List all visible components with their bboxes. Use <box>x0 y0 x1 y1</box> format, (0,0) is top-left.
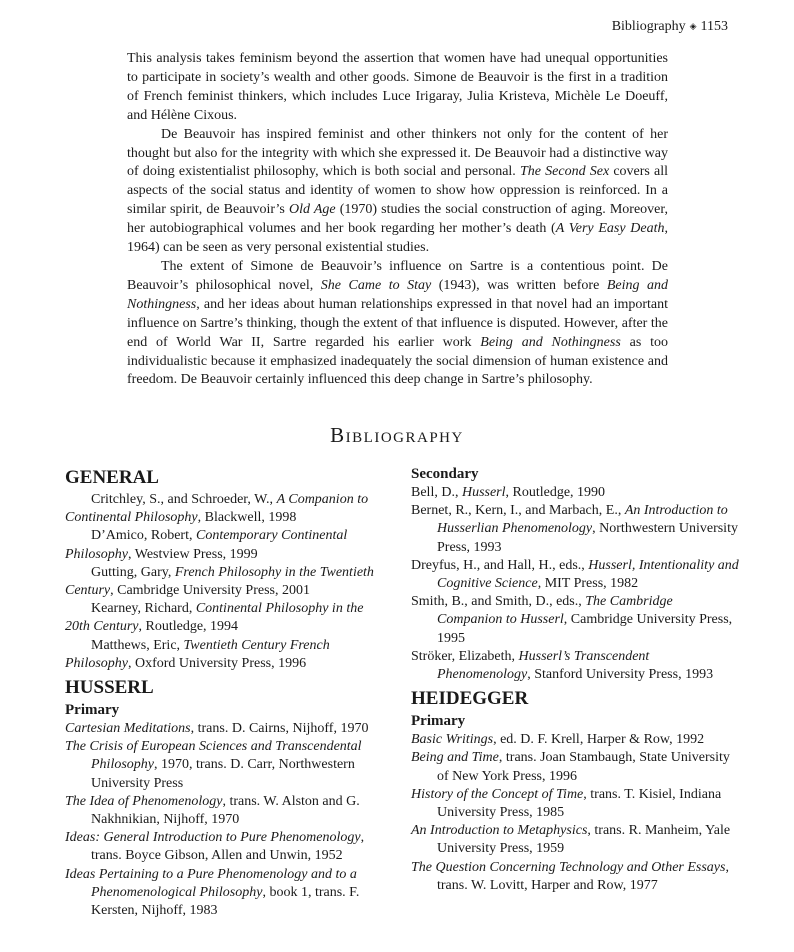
intro-paragraph <box>127 258 668 390</box>
text-run: as too individualistic because it emphasized inadequately the social dimension of human existence and freedom. De Beauvoir certainly influenced this deep change in Sartre’s philosophy. <box>127 334 668 388</box>
bibliography-entry <box>65 866 387 921</box>
italic-title: The Question Concerning Technology and Other Essays <box>411 859 726 875</box>
italic-title: History of the Concept of Time <box>411 786 584 802</box>
text-run: The extent of Simone de Beauvoir’s influence on Sartre is a contentious point. De Beauvoir’s philosophical novel, <box>127 258 668 293</box>
italic-title: Contemporary Continental Philosophy <box>65 528 348 562</box>
bibliography-heading: Bibliography <box>330 423 464 447</box>
bibliography-entry <box>411 593 741 648</box>
italic-title: Twentieth Century French Philosophy <box>65 637 330 671</box>
bibliography-entry <box>411 859 741 895</box>
italic-title: Ideas Pertaining to a Pure Phenomenology and to a Phenomenological Philosophy <box>65 866 357 900</box>
bibliography-entry <box>65 491 387 527</box>
intro-text <box>127 50 668 390</box>
intro-paragraph <box>127 126 668 258</box>
text-run: , Cambridge University Press, 1995 <box>437 612 733 646</box>
bibliography-entry <box>411 484 741 502</box>
italic-title: French Philosophy in the Twentieth Century <box>65 564 374 599</box>
italic-title: Basic Writings <box>411 732 494 748</box>
bibliography-entry <box>65 829 387 865</box>
text-run: covers all aspects of the social status and identity of women to show how oppression is reinforced. In a similar spirit, de Beauvoir’s <box>127 164 669 218</box>
italic-title: Cartesian Meditations <box>65 721 191 737</box>
bibliography-entry <box>411 749 741 785</box>
italic-title: Husserl’s Transcendent Phenomenology <box>437 648 650 683</box>
page-number: 1153 <box>700 19 728 34</box>
subsection-heading: Secondary <box>411 466 479 482</box>
italic-title: The Second Sex <box>519 164 610 180</box>
bibliography-entry <box>65 527 387 563</box>
text-run: , Routledge, 1994 <box>138 619 239 635</box>
text-run: , trans. Joan Stambaugh, State University of New York Press, 1996 <box>437 750 730 784</box>
italic-title: The Cambridge Companion to Husserl <box>437 594 673 628</box>
text-run: , Northwestern University Press, 1993 <box>437 521 738 555</box>
bibliography-entry <box>411 648 741 684</box>
text-run: Ströker, Elizabeth, <box>411 648 519 664</box>
text-run: Bell, D., <box>411 485 462 500</box>
text-run: (1943), was written before <box>431 277 607 293</box>
bibliography-entry <box>65 564 387 600</box>
bibliography-right-column <box>411 463 741 895</box>
italic-title: Husserl <box>461 485 506 500</box>
italic-title: An Introduction to Husserlian Phenomenology <box>437 503 728 537</box>
text-run: , MIT Press, 1982 <box>537 576 639 592</box>
text-run: , book 1, trans. F. Kersten, Nijhoff, 1983 <box>91 884 360 919</box>
italic-title: She Came to Stay <box>320 277 432 293</box>
bibliography-entry <box>411 786 741 822</box>
italic-title: A Very Easy Death <box>555 221 665 237</box>
text-run: , trans. W. Alston and G. Nakhnikian, Nijhoff, 1970 <box>91 793 360 828</box>
intro-paragraph <box>127 50 668 126</box>
text-run: , 1970, trans. D. Carr, Northwestern University Press <box>91 757 355 791</box>
subsection-heading: Primary <box>411 713 466 730</box>
italic-title: The Idea of Phenomenology <box>65 793 223 809</box>
text-run: , Stanford University Press, 1993 <box>527 667 714 683</box>
text-run: , 1964) can be seen as very personal existential studies. <box>127 221 668 256</box>
text-run: , Westview Press, 1999 <box>128 546 258 562</box>
bibliography-entry <box>65 637 387 673</box>
bibliography-entry <box>411 502 741 557</box>
bibliography-entry <box>65 738 387 793</box>
bibliography-entry <box>411 822 741 858</box>
bibliography-entry <box>65 720 387 738</box>
text-run: Critchley, S., and Schroeder, W., <box>91 492 277 507</box>
text-run: Smith, B., and Smith, D., eds., <box>411 594 586 610</box>
text-run: , trans. D. Cairns, Nijhoff, 1970 <box>190 721 369 737</box>
text-run: , trans. R. Manheim, Yale University Press, 1959 <box>437 823 731 857</box>
text-run: , trans. T. Kisiel, Indiana University Press, 1985 <box>437 786 722 821</box>
italic-title: Being and Nothingness <box>480 334 621 350</box>
subsection-heading: Primary <box>65 702 120 719</box>
text-run: Matthews, Eric, <box>91 637 184 653</box>
text-run: (1970) studies the social construction of aging. Moreover, her autobiographical volumes and her book regarding her mother’s death ( <box>127 202 668 237</box>
header-section-title: Bibliography <box>611 19 686 34</box>
italic-title: Being and Time <box>411 750 499 766</box>
text-run: , ed. D. F. Krell, Harper & Row, 1992 <box>493 732 705 748</box>
text-run: , Oxford University Press, 1996 <box>128 655 307 671</box>
bibliography-entry <box>411 557 741 593</box>
text-run: Gutting, Gary, <box>91 564 175 580</box>
text-run: , Routledge, 1990 <box>505 485 606 500</box>
text-run: Dreyfus, H., and Hall, H., eds., <box>411 557 589 573</box>
section-heading: HUSSERL <box>65 677 154 699</box>
italic-title: Old Age <box>288 202 336 218</box>
italic-title: Husserl, Intentionality and Cognitive Science <box>437 557 739 592</box>
text-run: Kearney, Richard, <box>91 601 196 617</box>
text-run: Bernet, R., Kern, I., and Marbach, E., <box>411 503 625 519</box>
text-run: This analysis takes feminism beyond the assertion that women have had unequal opportunities to participate in society’s wealth and other goods. Simone de Beauvoir is the first in a tradition of French feminist thinkers, which includes Luce Irigaray, Julia Kristeva, Michèle Le Doeuff, and Hélène Cixous. <box>127 51 668 123</box>
section-heading: HEIDEGGER <box>411 688 529 710</box>
bibliography-entry <box>65 600 387 636</box>
bibliography-entry <box>65 793 387 829</box>
text-run: , and her ideas about human relationships expressed in that novel had an important influence on Sartre’s thinking, though the extent of that influence is disputed. However, after the end of World War II, Sartre regarded his earlier work <box>127 296 668 350</box>
text-run: De Beauvoir has inspired feminist and other thinkers not only for the content of her thought but also for the integrity with which she expressed it. De Beauvoir had a distinctive way of doing existentialist philosophy, which is both social and personal. <box>127 126 668 180</box>
italic-title: A Companion to Continental Philosophy <box>65 492 369 526</box>
diamond-separator-icon: ◈ <box>689 21 697 31</box>
text-run: , Cambridge University Press, 2001 <box>110 583 310 599</box>
text-run: , trans. Boyce Gibson, Allen and Unwin, 1952 <box>91 830 365 864</box>
running-header <box>612 19 728 35</box>
text-run: , Blackwell, 1998 <box>197 510 297 526</box>
italic-title: Being and Nothingness <box>127 277 669 312</box>
text-run: , trans. W. Lovitt, Harper and Row, 1977 <box>437 859 729 893</box>
section-heading: GENERAL <box>65 467 159 488</box>
italic-title: The Crisis of European Sciences and Transcendental Philosophy <box>65 739 362 773</box>
bibliography-left-column <box>65 463 387 920</box>
italic-title: An Introduction to Metaphysics <box>411 823 588 839</box>
italic-title: Ideas: General Introduction to Pure Phenomenology <box>65 830 361 846</box>
text-run: D’Amico, Robert, <box>91 528 196 544</box>
bibliography-entry <box>411 731 741 749</box>
italic-title: Continental Philosophy in the 20th Century <box>65 601 364 635</box>
